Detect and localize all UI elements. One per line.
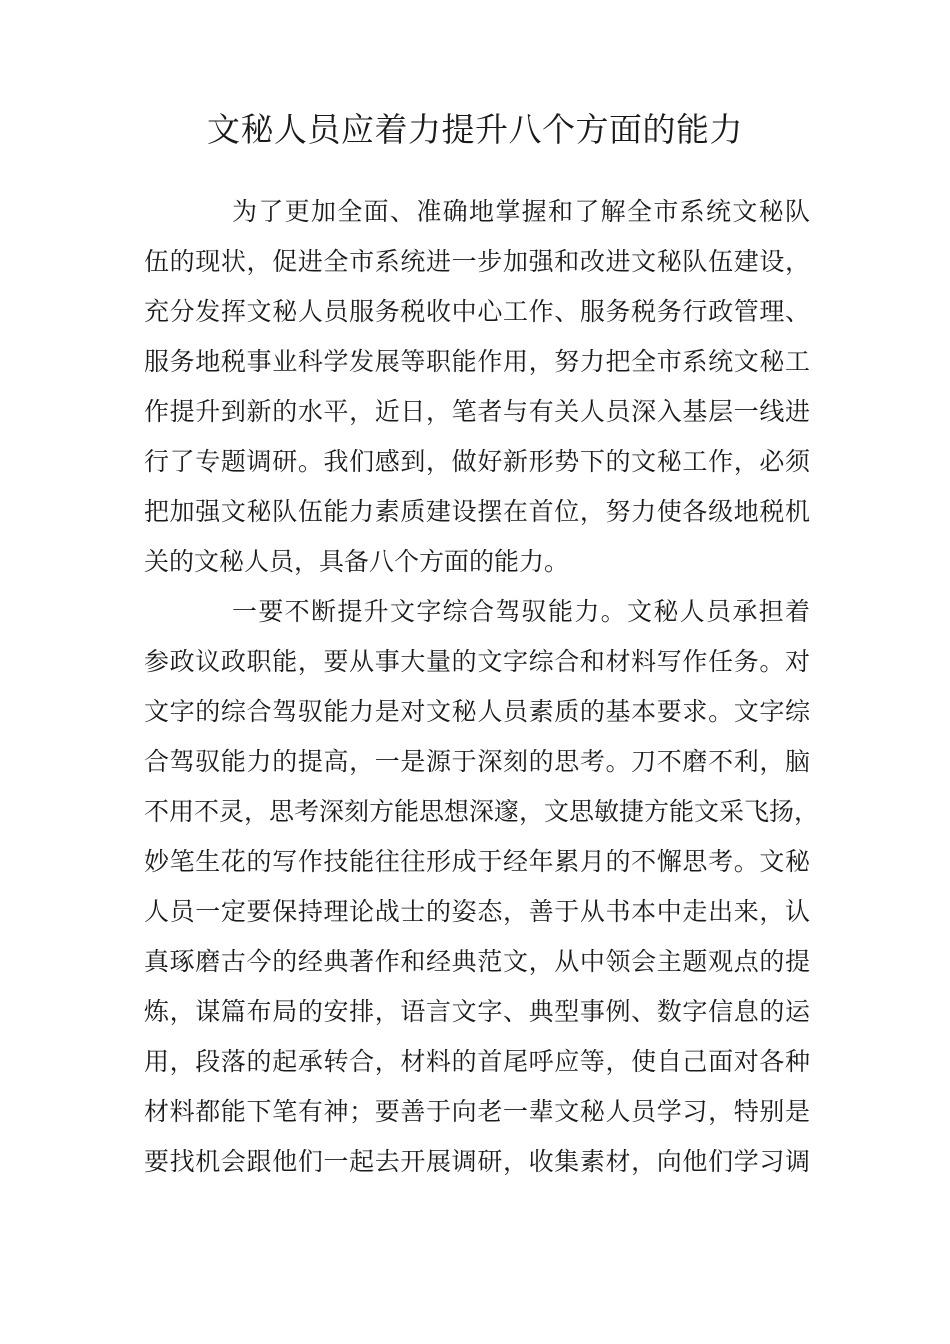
text-line: 服务地税事业科学发展等职能作用，努力把全市系统文秘工 <box>144 347 810 376</box>
text-line: 为了更加全面、准确地掌握和了解全市系统文秘队 <box>232 197 810 226</box>
text-line: 材料都能下笔有神；要善于向老一辈文秘人员学习，特别是 <box>144 1097 810 1126</box>
text-line: 炼，谋篇布局的安排，语言文字、典型事例、数字信息的运 <box>144 997 810 1026</box>
text-line: 妙笔生花的写作技能往往形成于经年累月的不懈思考。文秘 <box>144 847 810 876</box>
text-line: 把加强文秘队伍能力素质建设摆在首位，努力使各级地税机 <box>144 497 810 526</box>
text-line: 要找机会跟他们一起去开展调研，收集素材，向他们学习调 <box>144 1147 810 1176</box>
text-line: 合驾驭能力的提高，一是源于深刻的思考。刀不磨不利，脑 <box>144 747 810 776</box>
text-line: 用，段落的起承转合，材料的首尾呼应等，使自己面对各种 <box>144 1047 810 1076</box>
document-title: 文秘人员应着力提升八个方面的能力 <box>207 110 743 149</box>
document-body <box>144 187 820 1187</box>
text-line: 人员一定要保持理论战士的姿态，善于从书本中走出来，认 <box>144 897 810 926</box>
text-line: 充分发挥文秘人员服务税收中心工作、服务税务行政管理、 <box>144 297 810 326</box>
text-line: 参政议政职能，要从事大量的文字综合和材料写作任务。对 <box>144 647 810 676</box>
text-line: 作提升到新的水平，近日，笔者与有关人员深入基层一线进 <box>144 397 810 426</box>
text-line: 文字的综合驾驭能力是对文秘人员素质的基本要求。文字综 <box>144 697 810 726</box>
text-line: 伍的现状，促进全市系统进一步加强和改进文秘队伍建设， <box>144 247 810 276</box>
paragraph-intro <box>144 187 810 587</box>
text-line: 关的文秘人员，具备八个方面的能力。 <box>144 547 570 576</box>
paragraph-point-one <box>144 587 820 1187</box>
text-line: 行了专题调研。我们感到，做好新形势下的文秘工作，必须 <box>144 447 810 476</box>
text-line: 真琢磨古今的经典著作和经典范文，从中领会主题观点的提 <box>144 947 810 976</box>
text-line: 不用不灵，思考深刻方能思想深邃，文思敏捷方能文采飞扬， <box>144 797 820 826</box>
text-line: 一要不断提升文字综合驾驭能力。文秘人员承担着 <box>232 597 810 626</box>
